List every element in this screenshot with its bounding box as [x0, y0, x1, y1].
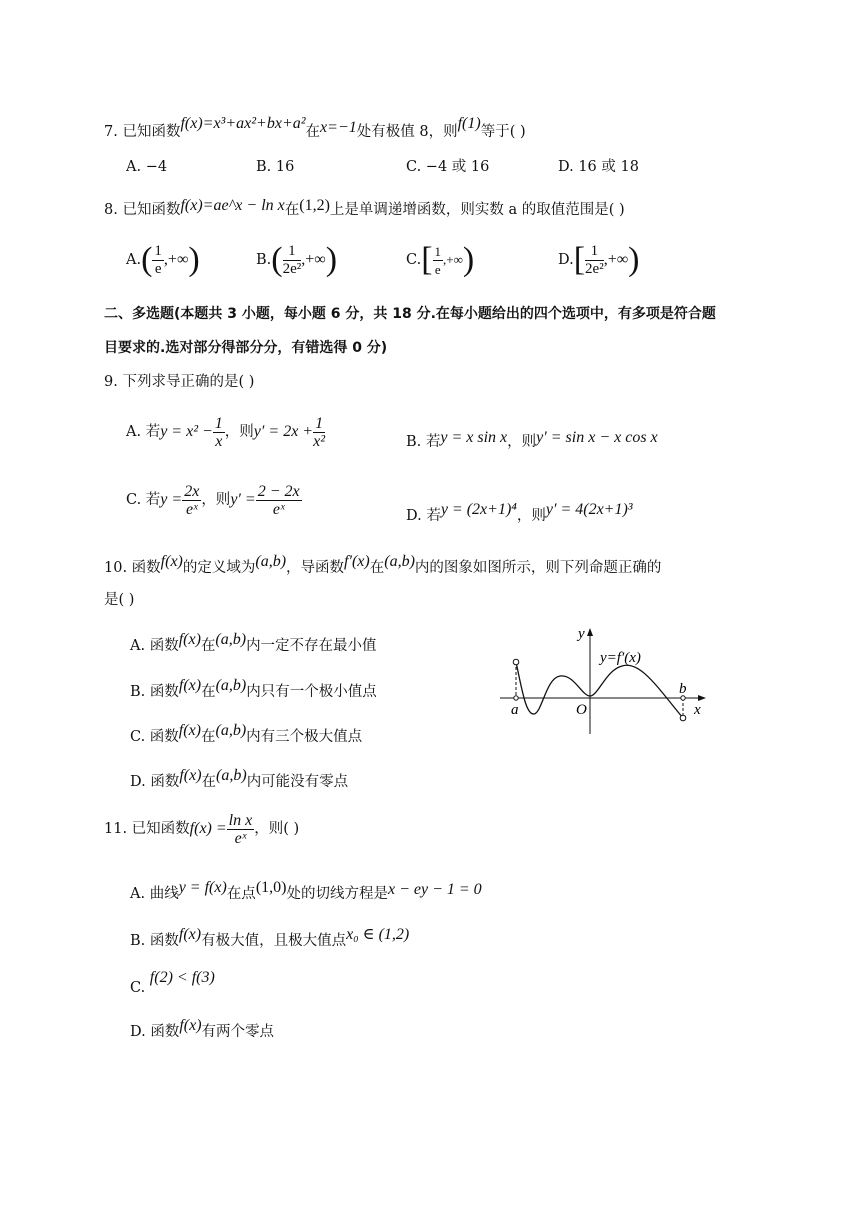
q7-option-c: C. −4 或 16: [406, 159, 490, 175]
q7-formula: f(x)=x³+ax²+bx+a²: [180, 115, 306, 132]
x-axis-arrow: [698, 695, 706, 701]
curve-label: y=f′(x): [600, 650, 641, 666]
q10-option-a: A. 函数f(x)在(a,b)内一定不存在最小值: [130, 631, 377, 654]
q11-option-d: D. 函数f(x)有两个零点: [130, 1017, 275, 1040]
q8-option-d: D.[ $\frac{1}{\text{2e²}}$ ,+∞): [558, 241, 640, 278]
q7-target: f(1): [457, 115, 481, 132]
q7-option-b: B. 16: [256, 159, 295, 175]
q10-option-b: B. 函数f(x)在(a,b)内只有一个极小值点: [130, 677, 377, 700]
a-axis-point: [514, 696, 518, 700]
q9-option-d: D. 若y = (2x+1)⁴，则y′ = 4(2x+1)³: [406, 501, 633, 524]
q8-prefix: 8. 已知函数: [104, 202, 181, 218]
section2-line1: 二、多选题(本题共 3 小题，每小题 6 分，共 18 分.在每小题给出的四个选项中，有多项是符合题: [104, 306, 716, 322]
q8-interval: (1,2): [299, 197, 330, 214]
q8-option-a: A.( $\frac{1}{e}$ ,+∞): [126, 241, 200, 278]
y-axis-label: y: [578, 626, 585, 642]
q11-option-c: C. f(2) < f(3): [130, 969, 215, 996]
q7-prefix: 7. 已知函数: [104, 124, 181, 140]
q7-option-d: D. 16 或 18: [558, 159, 639, 175]
q7-mid1: 在: [305, 124, 321, 140]
q8-mid1: 在: [284, 202, 300, 218]
origin-label: O: [576, 702, 587, 718]
q9-option-c: C. 若y = $\frac{2x}{\text{eˣ}}$ ，则y′ = $\frac{2 - 2x}{\text{eˣ}}$: [126, 482, 300, 518]
a-label: a: [511, 702, 519, 718]
q8-formula: f(x)=ae^x − ln x: [180, 197, 285, 214]
q8-tail: 上是单调递增函数，则实数 a 的取值范围是( ): [329, 202, 625, 218]
b-label: b: [679, 681, 687, 697]
q7-stem: [104, 115, 526, 142]
q7-cond: x=−1: [320, 119, 357, 136]
endpoint-b: [680, 715, 686, 721]
q11-option-a: A. 曲线y = f(x)在点(1,0)处的切线方程是x − ey − 1 = 0: [130, 879, 482, 902]
q7-tail: 等于( ): [480, 124, 526, 140]
x-axis-label: x: [694, 702, 701, 718]
q8-stem: [104, 197, 625, 220]
q10-stem-line1: 10. 函数f(x)的定义域为(a,b)，导函数f′(x)在(a,b)内的图象如图所示，则下列命题正确的: [104, 553, 662, 576]
section2-line2: 目要求的.选对部分得部分分，有错选得 0 分): [104, 340, 388, 356]
q10-derivative-graph: [498, 620, 713, 740]
q9-stem: 9. 下列求导正确的是( ): [104, 374, 255, 390]
y-axis-arrow: [587, 628, 593, 636]
q7-mid2: 处有极值 8，则: [356, 124, 458, 140]
derivative-curve: [516, 662, 683, 718]
q9-option-b: B. 若y = x sin x，则y′ = sin x − x cos x: [406, 429, 658, 450]
q10-option-c: C. 函数f(x)在(a,b)内有三个极大值点: [130, 722, 363, 745]
endpoint-a: [513, 659, 519, 665]
q10-stem-line2: 是( ): [104, 592, 135, 608]
q9-option-a: A. 若y = x² − $\frac{1}{x}$ ，则y′ = 2x + $\frac{1}{\text{x²}}$: [126, 414, 326, 450]
q11-stem: 11. 已知函数f(x) = $\frac{\text{ln x}}{\text{eˣ}}$ ，则( ): [104, 811, 300, 847]
q11-option-b: B. 函数f(x)有极大值，且极大值点x₀ ∈ (1,2): [130, 926, 410, 949]
q8-option-c: C.[ $\frac{1}{e}$ ,+∞): [406, 241, 475, 278]
q7-option-a: A. −4: [126, 159, 168, 175]
q8-option-b: B.( $\frac{1}{\text{2e²}}$ ,+∞): [256, 241, 338, 278]
q10-option-d: D. 函数f(x)在(a,b)内可能没有零点: [130, 767, 349, 790]
